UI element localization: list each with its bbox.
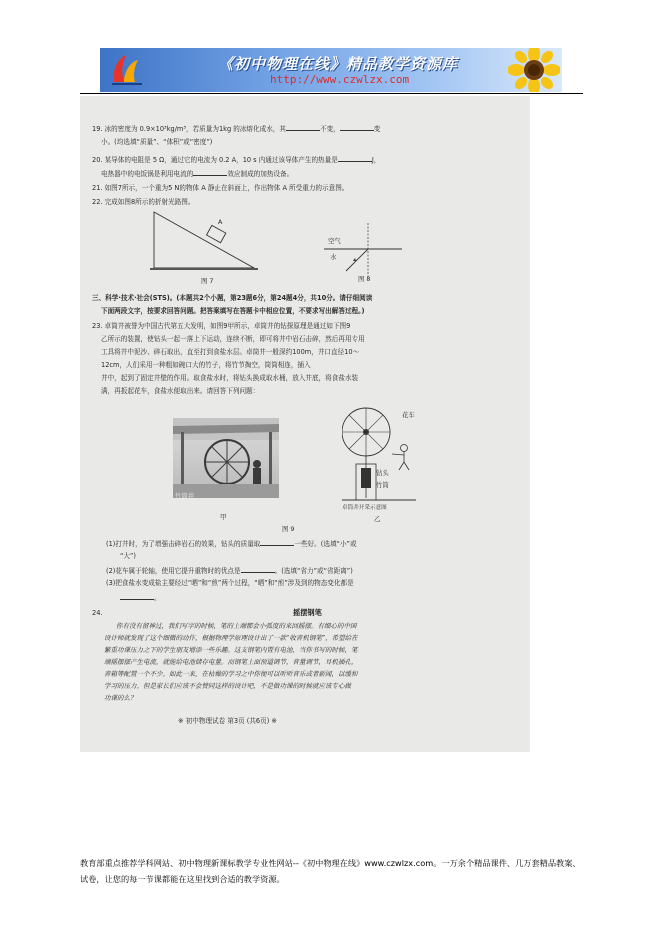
q19-line2: 小。(均选填“质量”、“体积”或“密度”): [101, 138, 213, 146]
q24-passage-line: 设计师就发现了这个细微的动作，根据物理学原理设计出了一款“收音机钢笔”，希望给在: [104, 634, 358, 642]
q23-line: 满，再扳起花车，食盐水便取出来。请回答下列问题：: [101, 387, 260, 395]
answer-blank: [120, 592, 154, 600]
q20-text-d: 效应制成的加热设备。: [227, 170, 294, 178]
scanned-exam-page: [80, 96, 530, 752]
fig9-jia-label: 甲: [220, 513, 227, 521]
q19-text-c: 变: [373, 125, 381, 133]
question-19: [92, 123, 380, 134]
banner-url[interactable]: http://www.czwlzx.com: [270, 73, 410, 86]
question-22: 22. 完成如图8所示的折射光路图。: [92, 198, 195, 206]
figure-9-photo: [173, 418, 279, 498]
q23-line: 井中，起到了固定井壁的作用。取食盐水时，将钻头换成取水桶，放入井底，将食盐水装: [101, 374, 359, 382]
q20-text-c: 电热器中的电饭锅是利用电流的: [101, 170, 194, 178]
q23-sub2-text-b: 。(选填“省力”或“省距离”): [274, 567, 353, 575]
question-21: 21. 如图7所示，一个重为5 N的物体 A 静止在斜面上，作出物体 A 所受重力的示意图。: [92, 184, 349, 192]
q24-passage-line: 音箱等配置一个不少。如此一来，在枯燥的学习之中你便可以听听音乐或者新闻，以缓和: [104, 670, 358, 678]
fig9-zhutong-label: 竹筒: [376, 481, 389, 489]
fig8-caption: 图 8: [358, 275, 371, 283]
q23-sub1-text-b: 一些好。(选填“小”或: [294, 540, 357, 548]
q23-sub1-text-a: (1)打井时，为了增强击碎岩石的效果，钻头的质量取: [106, 540, 261, 548]
figure-7-incline: [150, 208, 260, 274]
fig7-label-a: A: [218, 218, 223, 226]
sunflower-icon: [508, 48, 560, 92]
q20-line2: [101, 168, 293, 179]
q24-passage-line: 功课的么？: [104, 694, 137, 702]
q23-sub1-line2: “大”): [120, 552, 136, 560]
fig7-caption: 图 7: [201, 277, 214, 285]
q24-passage-line: 繁重功课压力之下的学生朋友增添一些乐趣。这支钢笔内置有电池，当你书写的时候，笔: [104, 646, 358, 654]
answer-blank: [241, 565, 275, 573]
fig8-water-label: 水: [330, 253, 337, 261]
q19-text-a: 19. 冰的密度为 0.9×10³kg/m³，若质量为1kg 的冰熔化成水，其: [92, 125, 286, 133]
q19-text-b: 不变，: [320, 125, 340, 133]
q23-sub1: [106, 538, 357, 549]
answer-blank: [193, 168, 227, 176]
header-banner: [100, 48, 562, 92]
answer-blank: [260, 538, 294, 546]
q24-number: 24.: [92, 609, 103, 617]
q23-sub3: (3)把食盐水变成盐主要经过“晒”和“煎”两个过程，“晒”和“煎”涉及到的物态变化都是: [106, 579, 354, 587]
q23-sub2: [106, 565, 353, 576]
q24-passage-line: 学习的压力。但是家长们应该不会赞同这样的设计吧，不是做功课的时候就应该专心做: [104, 682, 351, 690]
q23-line: 23. 卓筒井被誉为中国古代第五大发明，如图9甲所示，卓筒井的钻探原理是通过如下图9: [92, 322, 351, 330]
photo-scene-icon: [173, 418, 279, 498]
fig9-yi-label: 乙: [374, 515, 381, 523]
header-rule: [80, 93, 583, 94]
fig9-photo-label: 竹筒井: [175, 492, 195, 500]
fig9-diagram-label: 卓筒井开采示意图: [342, 505, 387, 511]
q23-sub3-text-b: 。: [154, 594, 161, 602]
site-footnote: 教育部重点推荐学科网站、初中物理新课标教学专业性网站--《初中物理在线》www.czwlzx.com。一万余个精品课件、几万套精品教案、试卷，让您的每一节课都能在这里找到合适的教学资源。: [80, 858, 581, 884]
q23-sub2-text-a: (2)花车属于轮轴，使用它提升重物时的优点是: [106, 567, 241, 575]
figure-8-refraction: [320, 221, 406, 281]
q23-line: 工具将井中泥沙、碎石取出，直至打到食盐水层。卓筒井一般深约100m，井口直径10～: [101, 348, 360, 356]
q24-passage-line: 你有没有留神过，我们写字的时候，笔的上端都会小弧度的来回摇摆。有细心的中国: [116, 622, 357, 630]
answer-blank: [286, 123, 320, 131]
q20-text-b: J，: [371, 156, 381, 164]
banner-title: 《初中物理在线》精品教学资源库: [218, 55, 459, 73]
section-3-instructions: 下面两段文字，按要求回答问题。把答案填写在答题卡中相应位置，不要求写出解答过程。): [101, 307, 365, 315]
question-20: [92, 154, 380, 165]
answer-blank: [338, 154, 372, 162]
q20-text-a: 20. 某导体的电阻是 5 Ω，通过它的电流为 0.2 A，10 s 内通过该导体产生的热量是: [92, 156, 338, 164]
fig9-caption: 图 9: [282, 525, 295, 533]
exam-page-footer: ※ 初中物理试卷 第3页 (共6页) ※: [178, 717, 277, 725]
q23-line: 乙所示的装置，使钻头一起一落上下运动，连续不断，即可将井中岩石击碎，然后再用专用: [101, 335, 365, 343]
fig9-huache-label: 花车: [402, 411, 415, 419]
q24-title: 摇摆钢笔: [293, 608, 322, 617]
q23-line: 12cm，人们采用一种粗如碗口大的竹子，将竹节掏空，筒筒相连，插入: [101, 361, 311, 369]
site-logo-icon: [108, 52, 148, 88]
fig8-air-label: 空气: [328, 237, 341, 245]
q24-passage-line: 端摇摆摆产生电流，就能给电池储存电量。而钢笔上面预道调节，音量调节，耳机插孔，: [104, 658, 358, 666]
section-3-heading: 三、科学·技术·社会(STS)。(本题共2个小题，第23题6分，第24题4分，共10分。请仔细阅读: [92, 294, 373, 302]
q23-sub3-line2: [120, 592, 161, 603]
answer-blank: [340, 123, 374, 131]
fig9-zuantou-label: 钻头: [376, 469, 389, 477]
